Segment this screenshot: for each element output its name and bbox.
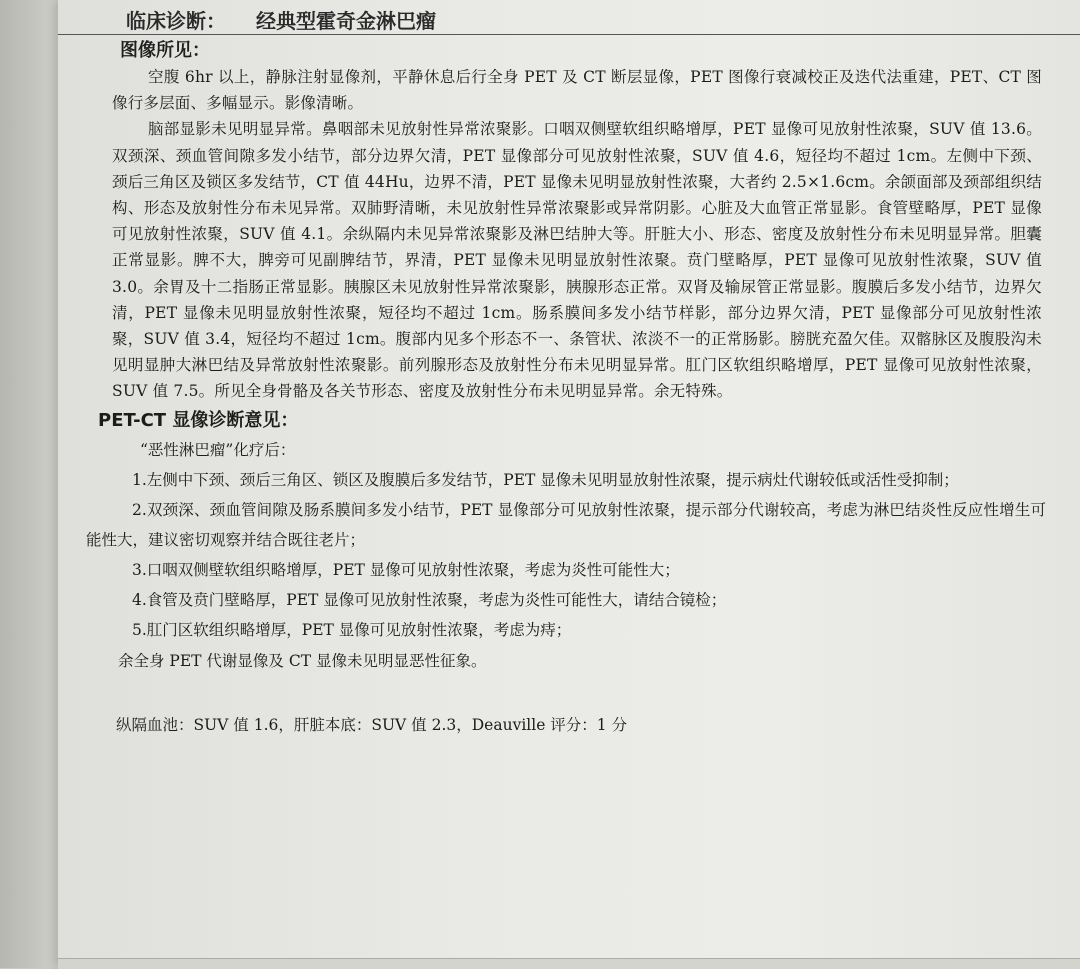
diagnosis-row xyxy=(58,0,1080,35)
opinion-preface: “恶性淋巴瘤”化疗后： xyxy=(140,440,296,459)
findings-paragraph-1: 空腹 6hr 以上，静脉注射显像剂，平静休息后行全身 PET 及 CT 断层显像，PET 图像行衰减校正及迭代法重建，PET、CT 图像行多层面、多幅显示。影像清晰。 xyxy=(112,68,1042,113)
suv-summary: 纵隔血池：SUV 值 1.6，肝脏本底：SUV 值 2.3，Deauville 评分：1 分 xyxy=(116,715,628,734)
opinion-item-1: 1.左侧中下颈、颈后三角区、锁区及腹膜后多发结节，PET 显像未见明显放射性浓聚，提示病灶代谢较低或活性受抑制； xyxy=(132,470,959,489)
opinion-item-2: 2.双颈深、颈血管间隙及肠系膜间多发小结节，PET 显像部分可见放射性浓聚，提示部分代谢较高，考虑为淋巴结炎性反应性增生可能性大，建议密切观察并结合既往老片； xyxy=(86,500,1046,549)
opinion-title: PET-CT 显像诊断意见： xyxy=(98,409,299,431)
diagnosis-label: 临床诊断： xyxy=(126,9,226,33)
findings-paragraph-2: 脑部显影未见明显异常。鼻咽部未见放射性异常浓聚影。口咽双侧壁软组织略增厚，PET 显像可见放射性浓聚，SUV 值 13.6。双颈深、颈血管间隙多发小结节，部分边界欠清，PET 显像部分可见放射性浓聚，SUV 值 4.6，短径均不超过 1cm。左侧中下颈、颈后三角区及锁区多发结节，CT 值 44Hu，边界不清，PET 显像未见明显放射性浓聚，大者约 2.5×1.6cm。余颌面部及颈部组织结构、形态及放射性分布未见异常。双肺野清晰，未见放射性异常浓聚影或异常阴影。心脏及大血管正常显影。食管壁略厚，PET 显像可见放射性浓聚，SUV 值 4.1。余纵隔内未见异常浓聚影及淋巴结肿大等。肝脏大小、形态、密度及放射性分布未见明显异常。胆囊正常显影。脾不大，脾旁可见副脾结节，界清，PET 显像未见明显放射性浓聚。贲门壁略厚，PET 显像可见放射性浓聚，SUV 值 3.0。余胃及十二指肠正常显影。胰腺区未见放射性异常浓聚影，胰腺形态正常。双肾及输尿管正常显影。腹膜后多发小结节，边界欠清，PET 显像未见明显放射性浓聚，短径均不超过 1cm。肠系膜间多发小结节样影，部分边界欠清，PET 显像部分可见放射性浓聚，SUV 值 3.4，短径均不超过 1cm。腹部内见多个形态不一、条管状、浓淡不一的正常肠影。膀胱充盈欠佳。双髂脉区及腹股沟未见明显肿大淋巴结及异常放射性浓聚影。前列腺形态及放射性分布未见明显异常。肛门区软组织略增厚，PET 显像可见放射性浓聚，SUV 值 7.5。所见全身骨骼及各关节形态、密度及放射性分布未见明显异常。余无特殊。 xyxy=(112,120,1042,401)
opinion-item-4: 4.食管及贲门壁略厚，PET 显像可见放射性浓聚，考虑为炎性可能性大，请结合镜检； xyxy=(132,590,727,609)
report-content xyxy=(78,38,1048,735)
opinion-item-5: 5.肛门区软组织略增厚，PET 显像可见放射性浓聚，考虑为痔； xyxy=(132,620,572,639)
opinion-item-3: 3.口咽双侧壁软组织略增厚，PET 显像可见放射性浓聚，考虑为炎性可能性大； xyxy=(132,560,680,579)
findings-title: 图像所见： xyxy=(120,40,210,61)
page-edge xyxy=(0,0,58,968)
diagnosis-value: 经典型霍奇金淋巴瘤 xyxy=(256,9,436,33)
page-bottom-edge xyxy=(58,958,1080,969)
opinion-tail: 余全身 PET 代谢显像及 CT 显像未见明显恶性征象。 xyxy=(118,651,487,670)
